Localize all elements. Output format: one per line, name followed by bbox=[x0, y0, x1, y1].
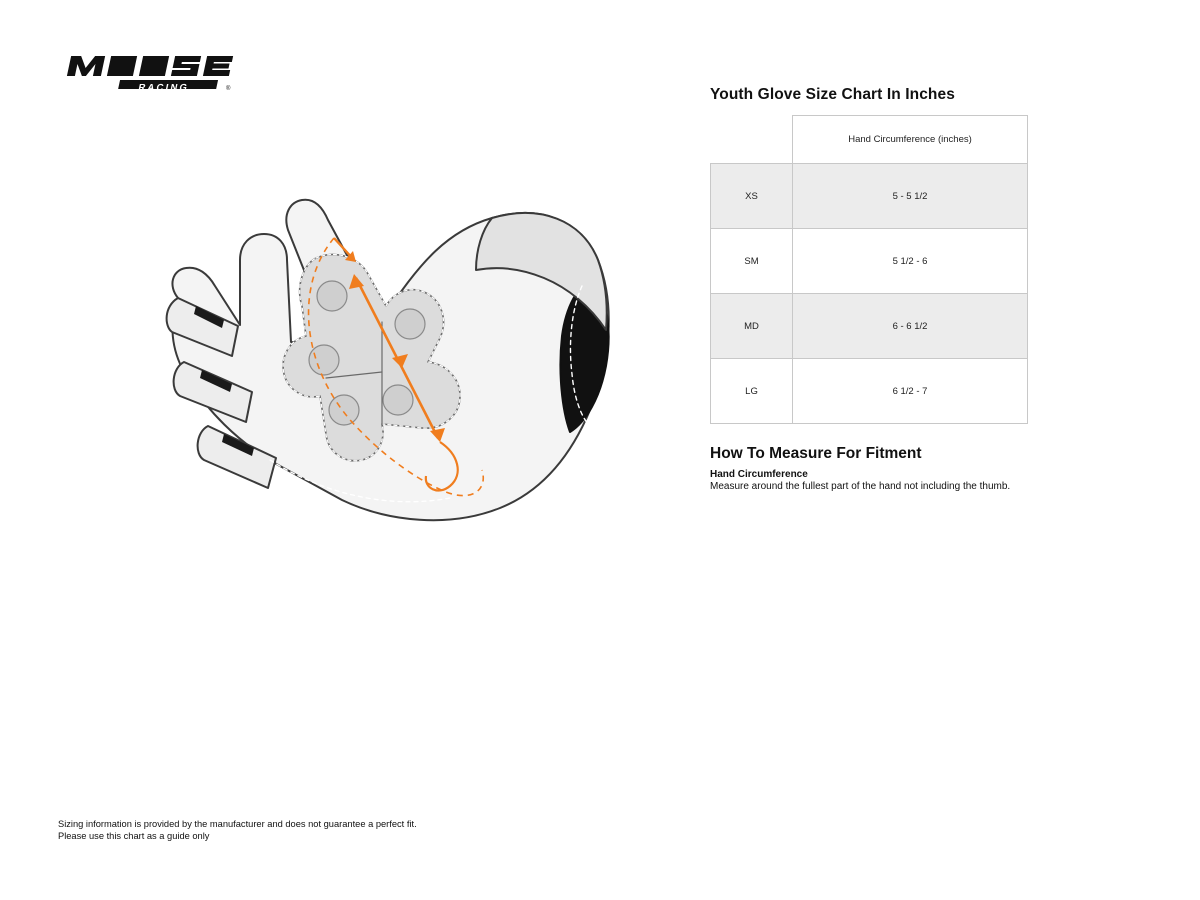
table-row bbox=[711, 229, 1028, 294]
table-header-blank bbox=[711, 116, 793, 164]
cell-circumference: 5 - 5 1/2 bbox=[793, 164, 1028, 229]
cell-circumference: 6 - 6 1/2 bbox=[793, 294, 1028, 359]
table-row bbox=[711, 164, 1028, 229]
table-header-circumference: Hand Circumference (inches) bbox=[793, 116, 1028, 164]
cell-size: LG bbox=[711, 359, 793, 424]
logo-racing-text: RACING bbox=[137, 82, 191, 94]
glove-illustration-svg bbox=[120, 110, 700, 540]
footer-disclaimer bbox=[58, 818, 417, 842]
chart-title: Youth Glove Size Chart In Inches bbox=[710, 86, 955, 103]
hand-circumference-description: Measure around the fullest part of the hand not including the thumb. bbox=[710, 481, 1011, 492]
logo-svg bbox=[58, 52, 248, 97]
cell-circumference: 6 1/2 - 7 bbox=[793, 359, 1028, 424]
moose-racing-logo bbox=[58, 52, 248, 97]
size-chart-table bbox=[710, 115, 1028, 424]
how-to-measure-heading: How To Measure For Fitment bbox=[710, 445, 922, 462]
table-row bbox=[711, 294, 1028, 359]
cell-size: SM bbox=[711, 229, 793, 294]
cell-circumference: 5 1/2 - 6 bbox=[793, 229, 1028, 294]
footer-line-1: Sizing information is provided by the manufacturer and does not guarantee a perfect fit. bbox=[58, 819, 417, 829]
table-row bbox=[711, 359, 1028, 424]
glove-hand-measurement-diagram bbox=[120, 110, 700, 540]
cell-size: MD bbox=[711, 294, 793, 359]
hand-circumference-subheading: Hand Circumference bbox=[710, 469, 808, 480]
cell-size: XS bbox=[711, 164, 793, 229]
size-chart-panel bbox=[710, 86, 1030, 494]
logo-trademark: ® bbox=[226, 86, 231, 92]
table-header-row bbox=[711, 116, 1028, 164]
footer-line-2: Please use this chart as a guide only bbox=[58, 831, 210, 841]
